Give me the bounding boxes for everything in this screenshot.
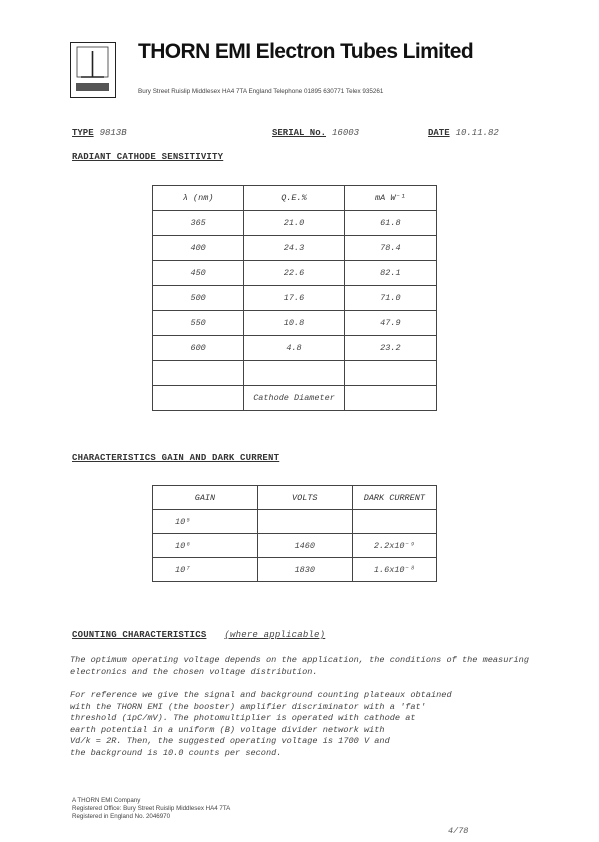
footer-registration: Registered in England No. 2046970 [72, 813, 171, 820]
table-row [153, 236, 437, 261]
table-cell: 10⁵ [153, 510, 258, 534]
table-row [153, 211, 437, 236]
spectral-table [152, 185, 437, 411]
serial-field [272, 128, 359, 138]
paragraph-line: threshold (1pC/mV). The photomultiplier is operated with cathode at [70, 713, 416, 723]
paragraph-line: For reference we give the signal and background counting plateaux obtained [70, 690, 452, 700]
header-wavelength: λ (nm) [153, 186, 244, 211]
header-gain: GAIN [153, 486, 258, 510]
company-address: Bury Street Ruislip Middlesex HA4 7TA England Telephone 01895 630771 Telex 935261 [138, 88, 384, 95]
paragraph-line: Vd/k = 2R. Then, the suggested operating voltage is 1700 V and [70, 736, 390, 746]
type-label: TYPE [72, 128, 94, 138]
table-row [153, 336, 437, 361]
table-cell [344, 361, 436, 386]
table-cell: 500 [153, 286, 244, 311]
counting-paragraph-1: The optimum operating voltage depends on the application, the conditions of the measuring electronics and the chosen voltage distribution. [70, 655, 529, 677]
table-row [153, 558, 437, 582]
paragraph-line: with the THORN EMI (the booster) amplifier discriminator with a 'fat' [70, 701, 426, 712]
table-row [153, 510, 437, 534]
table-cell: 24.3 [244, 236, 344, 261]
table-cell: 21.0 [244, 211, 344, 236]
table-row [153, 311, 437, 336]
logo-mark-icon [71, 43, 114, 96]
page-number: 4/78 [448, 826, 469, 836]
gain-heading: CHARACTERISTICS GAIN AND DARK CURRENT [72, 453, 280, 463]
table-cell: 71.0 [344, 286, 436, 311]
table-cell: 23.2 [344, 336, 436, 361]
table-row [153, 361, 437, 386]
footer-registered-office: Registered Office: Bury Street Ruislip Middlesex HA4 7TA [72, 805, 231, 812]
table-cell: 4.8 [244, 336, 344, 361]
table-cell: 550 [153, 311, 244, 336]
table-cell: 10.8 [244, 311, 344, 336]
table-cell: 1830 [257, 558, 352, 582]
table-cell: 600 [153, 336, 244, 361]
table-row [153, 286, 437, 311]
type-value: 9813B [99, 128, 127, 138]
table-cell [344, 386, 436, 411]
paragraph-line: earth potential in a uniform (B) voltage divider network with [70, 724, 385, 735]
counting-note: (where applicable) [224, 630, 326, 640]
counting-paragraph-2 [70, 690, 530, 759]
table-cell: 365 [153, 211, 244, 236]
table-cell: 2.2x10⁻⁹ [352, 534, 436, 558]
table-header-row [153, 486, 437, 510]
table-cell: 1.6x10⁻⁸ [352, 558, 436, 582]
serial-value: 16003 [332, 128, 360, 138]
table-cell: 450 [153, 261, 244, 286]
table-cell: 10⁷ [153, 558, 258, 582]
table-cell: 61.8 [344, 211, 436, 236]
table-row [153, 261, 437, 286]
date-field [428, 128, 499, 138]
table-header-row [153, 186, 437, 211]
table-row [153, 534, 437, 558]
table-cell: Cathode Diameter [244, 386, 344, 411]
table-cell: 400 [153, 236, 244, 261]
table-cell [352, 510, 436, 534]
company-name: THORN EMI Electron Tubes Limited [138, 40, 474, 63]
table-cell: 47.9 [344, 311, 436, 336]
gain-table [152, 485, 437, 582]
table-cell: 22.6 [244, 261, 344, 286]
paragraph-line: the background is 10.0 counts per second. [70, 747, 282, 758]
spectral-heading: RADIANT CATHODE SENSITIVITY [72, 152, 224, 162]
table-cell: 78.4 [344, 236, 436, 261]
date-label: DATE [428, 128, 450, 138]
table-cell [153, 361, 244, 386]
company-logo [70, 42, 116, 98]
table-cell: 1460 [257, 534, 352, 558]
header-dark-current: DARK CURRENT [352, 486, 436, 510]
header-volts: VOLTS [257, 486, 352, 510]
counting-heading-text: COUNTING CHARACTERISTICS [72, 630, 207, 640]
table-cell: 17.6 [244, 286, 344, 311]
counting-heading [72, 630, 325, 640]
table-cell [244, 361, 344, 386]
date-value: 10.11.82 [455, 128, 499, 138]
type-field [72, 128, 127, 138]
table-row [153, 386, 437, 411]
footer-company: A THORN EMI Company [72, 797, 141, 804]
serial-label: SERIAL No. [272, 128, 327, 138]
header-qe: Q.E.% [244, 186, 344, 211]
header-sensitivity: mA W⁻¹ [344, 186, 436, 211]
table-cell: 82.1 [344, 261, 436, 286]
table-cell: 10⁶ [153, 534, 258, 558]
table-cell [153, 386, 244, 411]
table-cell [257, 510, 352, 534]
